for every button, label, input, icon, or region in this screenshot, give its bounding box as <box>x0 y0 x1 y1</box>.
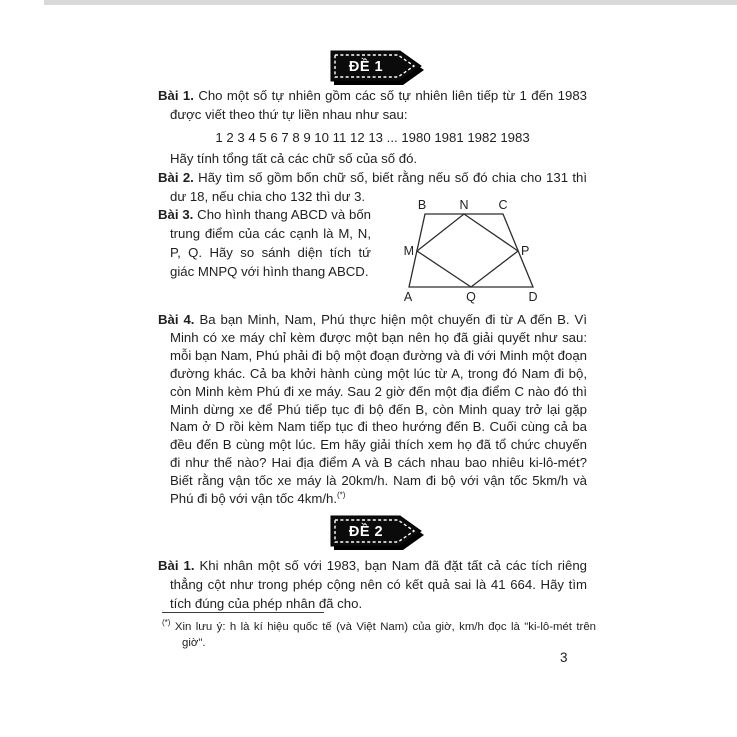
banner-de-1-label: ĐỀ 1 <box>348 59 384 75</box>
figure-label-d: D <box>528 290 538 304</box>
figure-label-n: N <box>459 198 469 212</box>
problem-label: Bài 1. <box>158 558 195 573</box>
page-number: 3 <box>560 650 568 665</box>
problem-paragraph <box>158 311 587 508</box>
banner-arrow-shape <box>329 512 425 552</box>
problem-de1-bai1 <box>158 86 587 168</box>
midpoint-quadrilateral <box>417 214 518 287</box>
figure-label-q: Q <box>466 290 476 304</box>
problem-text: Cho một số tự nhiên gồm các số tự nhiên liên tiếp từ 1 đến 1983 được viết theo thứ tự liền nhau như sau: <box>170 88 587 122</box>
footnote <box>162 619 596 651</box>
problem-question: Hãy tính tổng tất cả các chữ số của số đó. <box>170 151 418 166</box>
scan-edge-artifact <box>44 0 737 5</box>
banner-arrow-shape <box>329 47 425 87</box>
problem-de1-bai4 <box>158 311 587 508</box>
problem-paragraph <box>158 556 587 613</box>
problem-label: Bài 4. <box>158 312 195 327</box>
problem-text: Cho hình thang ABCD và bốn trung điểm của các cạnh là M, N, P, Q. Hãy so sánh diện tích tứ giác MNPQ với hình thang ABCD. <box>170 207 371 279</box>
problem-text: Hãy tìm số gồm bốn chữ số, biết rằng nếu số đó chia cho 131 thì dư 18, nếu chia cho 132 thì dư 3. <box>170 170 588 204</box>
problem-label: Bài 3. <box>158 207 194 222</box>
figure-label-p: P <box>521 244 530 258</box>
figure-label-b: B <box>417 198 427 212</box>
figure-label-c: C <box>498 198 508 212</box>
problem-label: Bài 1. <box>158 88 194 103</box>
footnote-rule <box>162 612 324 613</box>
figure-label-a: A <box>403 290 413 304</box>
footnote-text: Xin lưu ý: h là kí hiệu quốc tế (và Việt Nam) của giờ, km/h đọc là "ki-lô-mét trên giờ". <box>174 621 597 649</box>
problem-text: Khi nhân một số với 1983, bạn Nam đã đặt tất cả các tích riêng thẳng cột như trong phép cộng nên có kết quả sai là 41 664. Hãy tìm tích đúng của phép nhân đã cho. <box>170 558 587 611</box>
banner-de-2-label: ĐỀ 2 <box>348 524 384 540</box>
problem-paragraph <box>158 205 371 281</box>
problem-de2-bai1 <box>158 556 587 613</box>
footnote-reference-mark: (*) <box>336 490 346 500</box>
trapezoid-outline <box>409 214 533 287</box>
figure-label-m: M <box>403 244 414 258</box>
number-sequence: 1 2 3 4 5 6 7 8 9 10 11 12 13 ... 1980 1981 1982 1983 <box>215 130 530 145</box>
footnote-mark: (*) <box>162 618 171 628</box>
trapezoid-figure <box>393 196 545 313</box>
problem-paragraph <box>158 86 587 124</box>
problem-text: Ba bạn Minh, Nam, Phú thực hiện một chuyến đi từ A đến B. Vì Minh có xe máy chỉ kèm được một bạn nên họ đã giải quyết như sau: mỗi bạn Nam, Phú phải đi bộ một đoạn đường và đi với Minh một đoạn đường khác. Cả ba khởi hành cùng một lúc từ A, trong đó Nam đi bộ, còn Minh kèm Phú đi xe máy. Sau 2 giờ đến một địa điểm C nào đó thì Minh dừng xe để Phú tiếp tục đi bộ đến B, còn Minh quay trở lại gặp Nam ở D rồi kèm Nam tiếp tục đi theo hướng đến B. Cuối cùng cả ba đều đến B cùng một lúc. Em hãy giải thích xem họ đã tổ chức chuyến đi như thế nào? Hai địa điểm A và B cách nhau bao nhiêu ki-lô-mét? Biết rằng vận tốc xe máy là 20km/h. Nam đi bộ với vận tốc 5km/h và Phú đi bộ với vận tốc 4km/h. <box>170 312 587 507</box>
problem-label: Bài 2. <box>158 170 194 185</box>
banner-de-2 <box>329 512 425 557</box>
problem-de1-bai3 <box>158 205 371 281</box>
trapezoid-figure-svg <box>393 196 545 308</box>
